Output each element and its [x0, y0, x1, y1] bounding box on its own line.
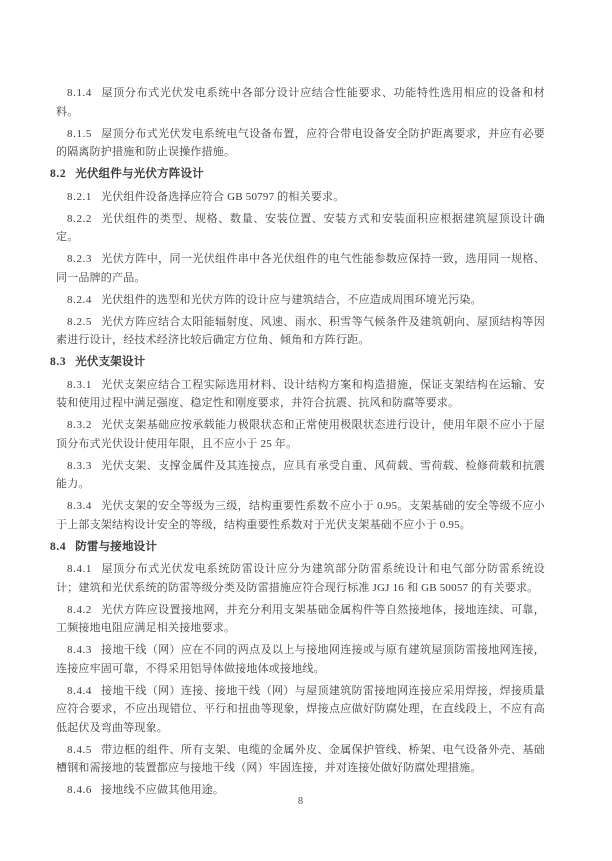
clause-number: 8.2.2 [67, 212, 92, 225]
clause-number: 8.2.4 [67, 293, 92, 306]
clause-text: 屋顶分布式光伏发电系统防雷设计应分为建筑部分防雷系统设计和电气部分防雷系统设计；建筑和光伏系统的防雷等级分类及防雷措施应符合现行标准 JGJ 16 和 GB 50057 的有关要求。 [56, 563, 545, 594]
clause-text: 光伏组件设备选择应符合 GB 50797 的相关要求。 [101, 190, 345, 203]
clause-8-4-2 [56, 601, 545, 638]
clause-number: 8.1.4 [67, 87, 92, 99]
clause-8-4-4 [56, 682, 545, 738]
clause-8-4-1 [56, 560, 545, 597]
clause-text: 光伏支架的安全等级为三级，结构重要性系数不应小于 0.95。支架基础的安全等级不应小于上部支架结构设计安全的等级，结构重要性系数对于光伏支架基础不应小于 0.95。 [56, 500, 545, 531]
clause-8-2-1 [56, 188, 545, 207]
clause-8-3-4 [56, 497, 545, 534]
clause-number: 8.1.5 [67, 127, 92, 140]
section-number: 8.4 [50, 540, 67, 553]
clause-text: 光伏支架应结合工程实际选用材料、设计结构方案和构造措施，保证支架结构在运输、安装和使用过程中满足强度、稳定性和刚度要求，并符合抗震、抗风和防腐等要求。 [56, 378, 545, 409]
clause-number: 8.4.1 [67, 563, 92, 575]
clause-8-1-5 [56, 125, 545, 162]
clause-8-2-2 [56, 210, 545, 247]
clause-text: 光伏方阵应设置接地网，并充分利用支架基础金属构件等自然接地体，接地连续、可靠，工频接地电阻应满足相关接地要求。 [56, 603, 545, 634]
clause-number: 8.3.2 [67, 419, 92, 431]
section-heading-8-4 [50, 538, 545, 557]
clause-text: 光伏支架基础应按承载能力极限状态和正常使用极限状态进行设计，使用年限不应小于屋顶分布式光伏设计使用年限，且不应小于 25 年。 [56, 419, 545, 450]
clause-8-1-4 [56, 84, 545, 121]
section-heading-8-2 [50, 165, 545, 184]
clause-8-2-3 [56, 250, 545, 287]
clause-number: 8.2.1 [67, 190, 92, 203]
clause-number: 8.3.4 [67, 500, 92, 512]
clause-8-2-4 [56, 291, 545, 310]
section-heading-8-3 [50, 353, 545, 372]
clause-number: 8.4.4 [67, 684, 92, 697]
document-body [50, 84, 545, 803]
clause-number: 8.4.2 [67, 603, 92, 616]
clause-8-4-5 [56, 741, 545, 778]
clause-number: 8.4.5 [67, 743, 92, 756]
clause-text: 光伏组件的选型和光伏方阵的设计应与建筑结合，不应造成周围环境光污染。 [101, 293, 482, 306]
clause-text: 带边框的组件、所有支架、电缆的金属外皮、金属保护管线、桥架、电气设备外壳、基础槽钢和需接地的装置都应与接地干线（网）牢固连接，并对连接处做好防腐处理措施。 [56, 743, 545, 774]
clause-number: 8.3.3 [67, 459, 92, 472]
clause-text: 光伏组件的类型、规格、数量、安装位置、安装方式和安装面积应根据建筑屋顶设计确定。 [56, 212, 545, 243]
section-number: 8.3 [50, 356, 67, 368]
clause-8-4-3 [56, 641, 545, 678]
clause-text: 光伏方阵应结合太阳能辐射度、风速、雨水、积雪等气候条件及建筑朝向、屋顶结构等因素进行设计，经技术经济比较后确定方位角、倾角和方阵行距。 [56, 315, 545, 346]
clause-text: 光伏支架、支撑金属件及其连接点，应具有承受自重、风荷载、雪荷载、检修荷载和抗震能力。 [56, 459, 545, 490]
clause-text: 屋顶分布式光伏发电系统电气设备布置，应符合带电设备安全防护距离要求，并应有必要的隔离防护措施和防止误操作措施。 [56, 127, 545, 158]
section-title: 防雷与接地设计 [75, 540, 158, 553]
clause-text: 接地线不应做其他用途。 [101, 784, 225, 796]
clause-8-3-3 [56, 457, 545, 494]
clause-text: 接地干线（网）连接、接地干线（网）与屋顶建筑防雷接地网连接应采用焊接，焊接质量应符合要求，不应出现错位、平行和扭曲等现象，焊接点应做好防腐处理，在直线段上，不应有高低起伏及弯曲等现象。 [56, 684, 545, 734]
clause-8-2-5 [56, 313, 545, 350]
clause-8-3-2 [56, 416, 545, 453]
clause-text: 屋顶分布式光伏发电系统中各部分设计应结合性能要求、功能特性选用相应的设备和材料。 [56, 87, 545, 118]
clause-number: 8.2.5 [67, 315, 92, 328]
section-number: 8.2 [50, 168, 67, 180]
page-number: 8 [297, 796, 304, 807]
clause-number: 8.2.3 [67, 253, 92, 265]
clause-text: 接地干线（网）应在不同的两点及以上与接地网连接或与原有建筑屋顶防雷接地网连接，连接应牢固可靠，不得采用铝导体做接地体或接地线。 [56, 644, 545, 675]
section-title: 光伏组件与光伏方阵设计 [75, 168, 204, 180]
clause-number: 8.4.6 [67, 784, 92, 796]
section-title: 光伏支架设计 [75, 356, 146, 368]
clause-text: 光伏方阵中，同一光伏组件串中各光伏组件的电气性能参数应保持一致，选用同一规格、同一品牌的产品。 [56, 253, 545, 284]
clause-number: 8.4.3 [67, 644, 92, 656]
clause-number: 8.3.1 [67, 378, 92, 391]
clause-8-3-1 [56, 376, 545, 413]
